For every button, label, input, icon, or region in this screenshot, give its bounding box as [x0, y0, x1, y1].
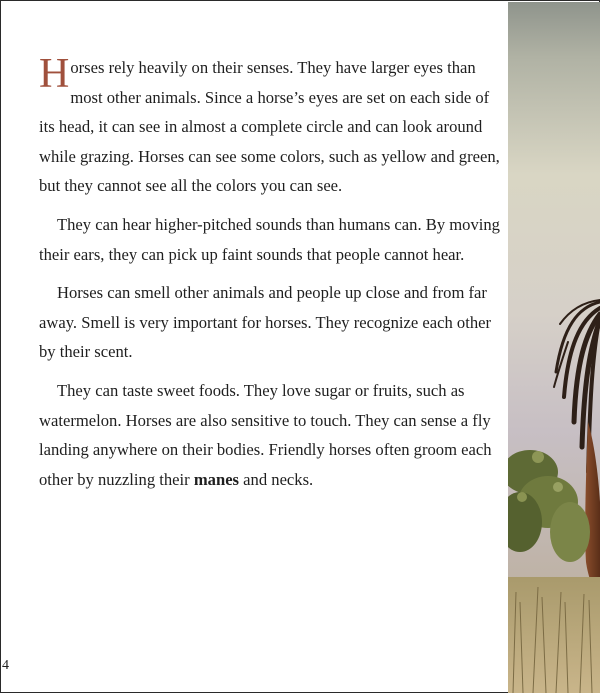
grass-field	[508, 577, 600, 693]
paragraph-smell: Horses can smell other animals and people up close and from far away. Smell is very important for horses. They recognize each other by their scent.	[39, 283, 492, 362]
paragraph-taste-touch	[39, 376, 501, 494]
horse-photo	[508, 2, 600, 693]
drop-cap-letter: H	[39, 51, 70, 97]
paragraph-hearing: They can hear higher-pitched sounds than humans can. By moving their ears, they can pick up faint sounds that people cannot hear.	[39, 214, 500, 264]
article-body	[39, 53, 501, 503]
paragraph-taste-touch-text: They can taste sweet foods. They love sugar or fruits, such as watermelon. Horses are also sensitive to touch. They can sense a fly landing anywhere on their bodies. Friendly horses often groom each other by nuzzling their	[39, 380, 492, 489]
paragraph-taste-touch-ending: and necks.	[239, 469, 314, 489]
paragraph-senses-sight	[39, 53, 501, 201]
glossary-term-manes: manes	[193, 469, 240, 489]
paragraph-senses-sight-text: orses rely heavily on their senses. They have larger eyes than most other animals. Since a horse’s eyes are set on each side of its head, it can see in almost a complete circle and can look around while grazing. Horses can see some colors, such as yellow and green, but they cannot see all the colors you can see.	[39, 58, 500, 196]
page-number: 4	[2, 658, 9, 673]
horse-photo-illustration	[508, 2, 600, 693]
